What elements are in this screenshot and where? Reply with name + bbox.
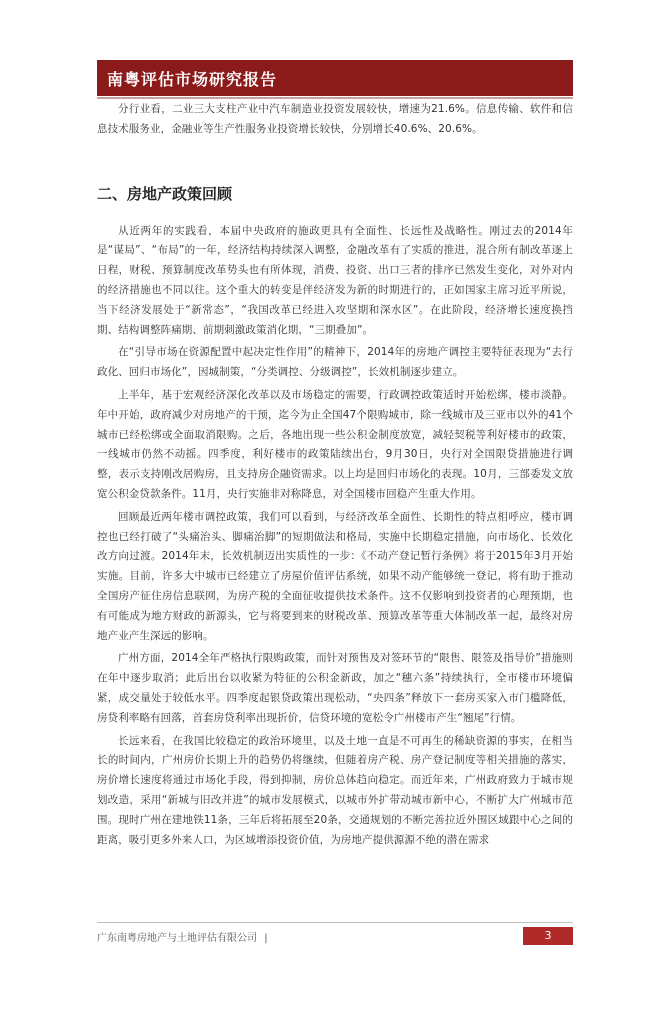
body-paragraph: 广州方面，2014全年严格执行限购政策，而针对预售及对签环节的“限售、限签及指导价”措施则在年中逐步取消；此后出台以收紧为特征的公积金新政，加之“穗六条”持续执行，全市楼市环境偏紧，成交量处于较低水平。四季度起银贷政策出现松动，“央四条”释放下一套房买家入市门槛降低，房贷利率略有回落，首套房贷利率出现折价，信贷环境的宽松令广州楼市产生“翘尾”行情。 bbox=[97, 652, 573, 724]
intro-paragraph: 分行业看，二业三大支柱产业中汽车制造业投资发展较快，增速为21.6%。信息传输、软件和信息技术服务业，金融业等生产性服务业投资增长较快，分别增长40.6%、20.6%。 bbox=[97, 103, 573, 135]
section-heading: 二、房地产政策回顾 bbox=[97, 184, 233, 203]
body-paragraph: 在“引导市场在资源配置中起决定性作用”的精神下，2014年的房地产调控主要特征表现为“去行政化、回归市场化”，因城制策，“分类调控、分级调控”，长效机制逐步建立。 bbox=[97, 346, 573, 379]
body-paragraph: 回顾最近两年楼市调控政策，我们可以看到，与经济改革全面性、长期性的特点相呼应，楼市调控也已经打破了“头痛治头、脚痛治脚”的短期做法和格局，实施中长期稳定措施，向市场化、长效化改方向过渡。2014年末，长效机制迈出实质性的一步：《不动产登记暂行条例》将于2015年3月开始实施。目前，许多大中城市已经建立了房屋价值评估系统，如果不动产能够统一登记，将有助于推动全国房产征住房信息联网，为房产税的全面征收提供技术条件。这不仅影响到投资者的心理预期，也有可能成为地方财政的新源头，它与将要到来的财税改革、预算改革等重大体制改革一起，最终对房地产业产生深远的影响。 bbox=[97, 510, 573, 642]
header-divider bbox=[97, 97, 573, 99]
footer-separator: | bbox=[264, 933, 268, 944]
page-content bbox=[97, 100, 573, 850]
page-number: 3 bbox=[544, 929, 552, 942]
footer-company-name: 广东南粤房地产与土地评估有限公司 bbox=[97, 933, 257, 944]
page-number-badge bbox=[523, 927, 573, 945]
footer-divider bbox=[97, 922, 573, 923]
body-paragraph: 从近两年的实践看，本届中央政府的施政更具有全面性、长远性及战略性。刚过去的2014年是“谋局”、“布局”的一年，经济结构持续深入调整，金融改革有了实质的推进，混合所有制改革逐上日程，财税、预算制度改革势头也有所体现，消费、投资、出口三者的排序已然发生变化，对外对内的经济措施也不同以往。这个重大的转变是伴经济发为新的时期进行的，正如国家主席习近平所说，当下经济发展处于“新常态”，“我国改革已经进入攻坚期和深水区”。在此阶段，经济增长速度换挡期、结构调整阵痛期、前期刺激政策消化期，“三期叠加”。 bbox=[97, 224, 573, 336]
report-title: 南粤评估市场研究报告 bbox=[107, 70, 278, 89]
body-paragraph: 上半年，基于宏观经济深化改革以及市场稳定的需要，行政调控政策适时开始松绑，楼市淡静。年中开始，政府减少对房地产的干预，迄今为止全国47个限购城市，除一线城市及三亚市以外的41个城市已经松绑或全面取消限购。之后，各地出现一些公积金制度放宽，减轻契税等利好楼市的政策，一线城市仍然不动摇。四季度，利好楼市的政策陆续出台，9月30日，央行对全国限贷措施进行调整，表示支持刚改居购房，且支持房企融资需求。以上均是回归市场化的表现。10月，三部委发文放宽公积金贷款条件。11月，央行实施非对称降息，对全国楼市回稳产生重大作用。 bbox=[97, 388, 573, 500]
body-paragraph: 长远来看，在我国比较稳定的政治环境里，以及土地一直是不可再生的稀缺资源的事实，在相当长的时间内，广州房价长期上升的趋势仍将继续，但随着房产税、房产登记制度等相关措施的落实，房价增长速度将通过市场化手段，得到抑制，房价总体趋向稳定。而近年来，广州政府致力于城市规划改造，采用“新城与旧改并进”的城市发展模式，以城市外扩带动城市新中心，不断扩大广州城市范围。现时广州在建地铁11条，三年后将拓展至20条，交通规划的不断完善拉近外围区域跟中心之间的距离，吸引更多外来人口，为区域增添投资价值，为房地产提供源源不绝的潜在需求 bbox=[97, 734, 573, 846]
footer-company bbox=[97, 929, 268, 944]
report-header-bar bbox=[97, 60, 573, 96]
